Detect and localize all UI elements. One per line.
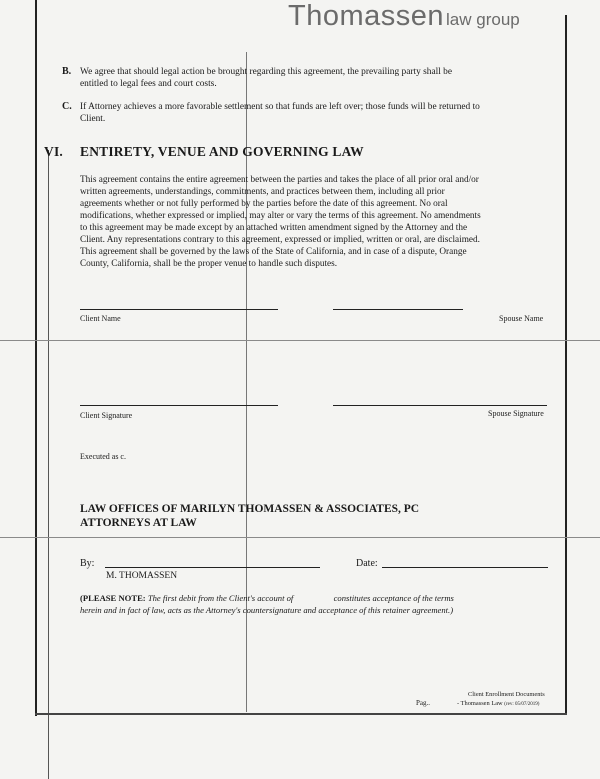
section-number: VI. — [44, 144, 63, 159]
section-title: ENTIRETY, VENUE AND GOVERNING LAW — [80, 144, 364, 159]
executed-label: Executed as c. — [80, 452, 126, 461]
item-b-line1: We agree that should legal action be brought regarding this agreement, the prevailing party shall be — [80, 67, 453, 77]
footer-revision: (rev: 05/07/2019) — [504, 702, 540, 707]
firm-subtitle: ATTORNEYS AT LAW — [80, 517, 197, 529]
client-name-label: Client Name — [80, 314, 121, 323]
fold-line-upper — [0, 340, 600, 341]
signer-name: M. THOMASSEN — [106, 571, 178, 581]
paragraph-line: written agreements, understandings, commitments, and practices between them, including all prior — [80, 187, 445, 197]
paragraph-line: County, California, shall be the proper venue to handle such disputes. — [80, 259, 338, 269]
right-border-line — [565, 15, 567, 715]
item-c-line2: Client. — [80, 114, 106, 124]
paragraph-line: Client. Any representations contrary to this agreement, expressed or implied, written or oral, are disclaimed. — [80, 235, 480, 245]
spouse-signature-line[interactable] — [333, 405, 547, 406]
footer-firm — [457, 699, 539, 709]
paragraph-line: This agreement shall be governed by the laws of the State of California, and in case of a dispute, Orange — [80, 247, 467, 257]
note-part1: The first debit from the Client's account of — [147, 593, 294, 603]
left-margin-line — [48, 150, 49, 779]
date-label: Date: — [356, 558, 378, 569]
paragraph-line: agreements whether or not fully performed by the parties before the date of this agreement. No oral — [80, 199, 448, 209]
item-c-letter: C. — [62, 101, 72, 112]
date-line[interactable] — [382, 567, 548, 568]
footer-doc-title: Client Enrollment Documents — [468, 691, 545, 698]
note-label: (PLEASE NOTE: — [80, 593, 146, 603]
acceptance-note — [80, 593, 550, 616]
note-line2: herein and in fact of law, acts as the Attorney's countersignature and acceptance of this retainer agreement.) — [80, 604, 454, 615]
fold-line-lower — [0, 537, 600, 538]
by-label: By: — [80, 558, 95, 569]
spouse-name-label: Spouse Name — [499, 314, 544, 323]
spouse-name-line[interactable] — [333, 309, 463, 310]
client-signature-line[interactable] — [80, 405, 278, 406]
item-b-line2: entitled to legal fees and court costs. — [80, 79, 217, 89]
footer-firm-name: - Thomassen Law — [457, 700, 503, 707]
client-name-line[interactable] — [80, 309, 278, 310]
logo-brand: Thomassen — [288, 0, 445, 32]
note-part2: constitutes acceptance of the terms — [333, 593, 454, 603]
client-signature-label: Client Signature — [80, 411, 133, 420]
left-border-line — [35, 0, 37, 716]
firm-logo — [288, 0, 520, 33]
paragraph-line: modifications, whether expressed or implied, may alter or vary the terms of this agreement. No amendments — [80, 211, 481, 221]
spouse-signature-label: Spouse Signature — [488, 409, 544, 418]
logo-sub: law group — [446, 10, 520, 29]
footer-page: Pag.. — [416, 699, 430, 707]
item-c-line1: If Attorney achieves a more favorable settlement so that funds are left over; those funds will be returned to — [80, 102, 480, 112]
by-signature-line[interactable] — [105, 567, 320, 568]
paragraph-line: to this agreement may be made except by an attached written amendment signed by the Attorney and the — [80, 223, 468, 233]
bottom-border-line — [35, 713, 567, 715]
paragraph-line: This agreement contains the entire agreement between the parties and takes the place of all prior oral and/or — [80, 175, 479, 185]
firm-name: LAW OFFICES OF MARILYN THOMASSEN & ASSOCIATES, PC — [80, 503, 420, 515]
item-b-letter: B. — [62, 66, 72, 77]
